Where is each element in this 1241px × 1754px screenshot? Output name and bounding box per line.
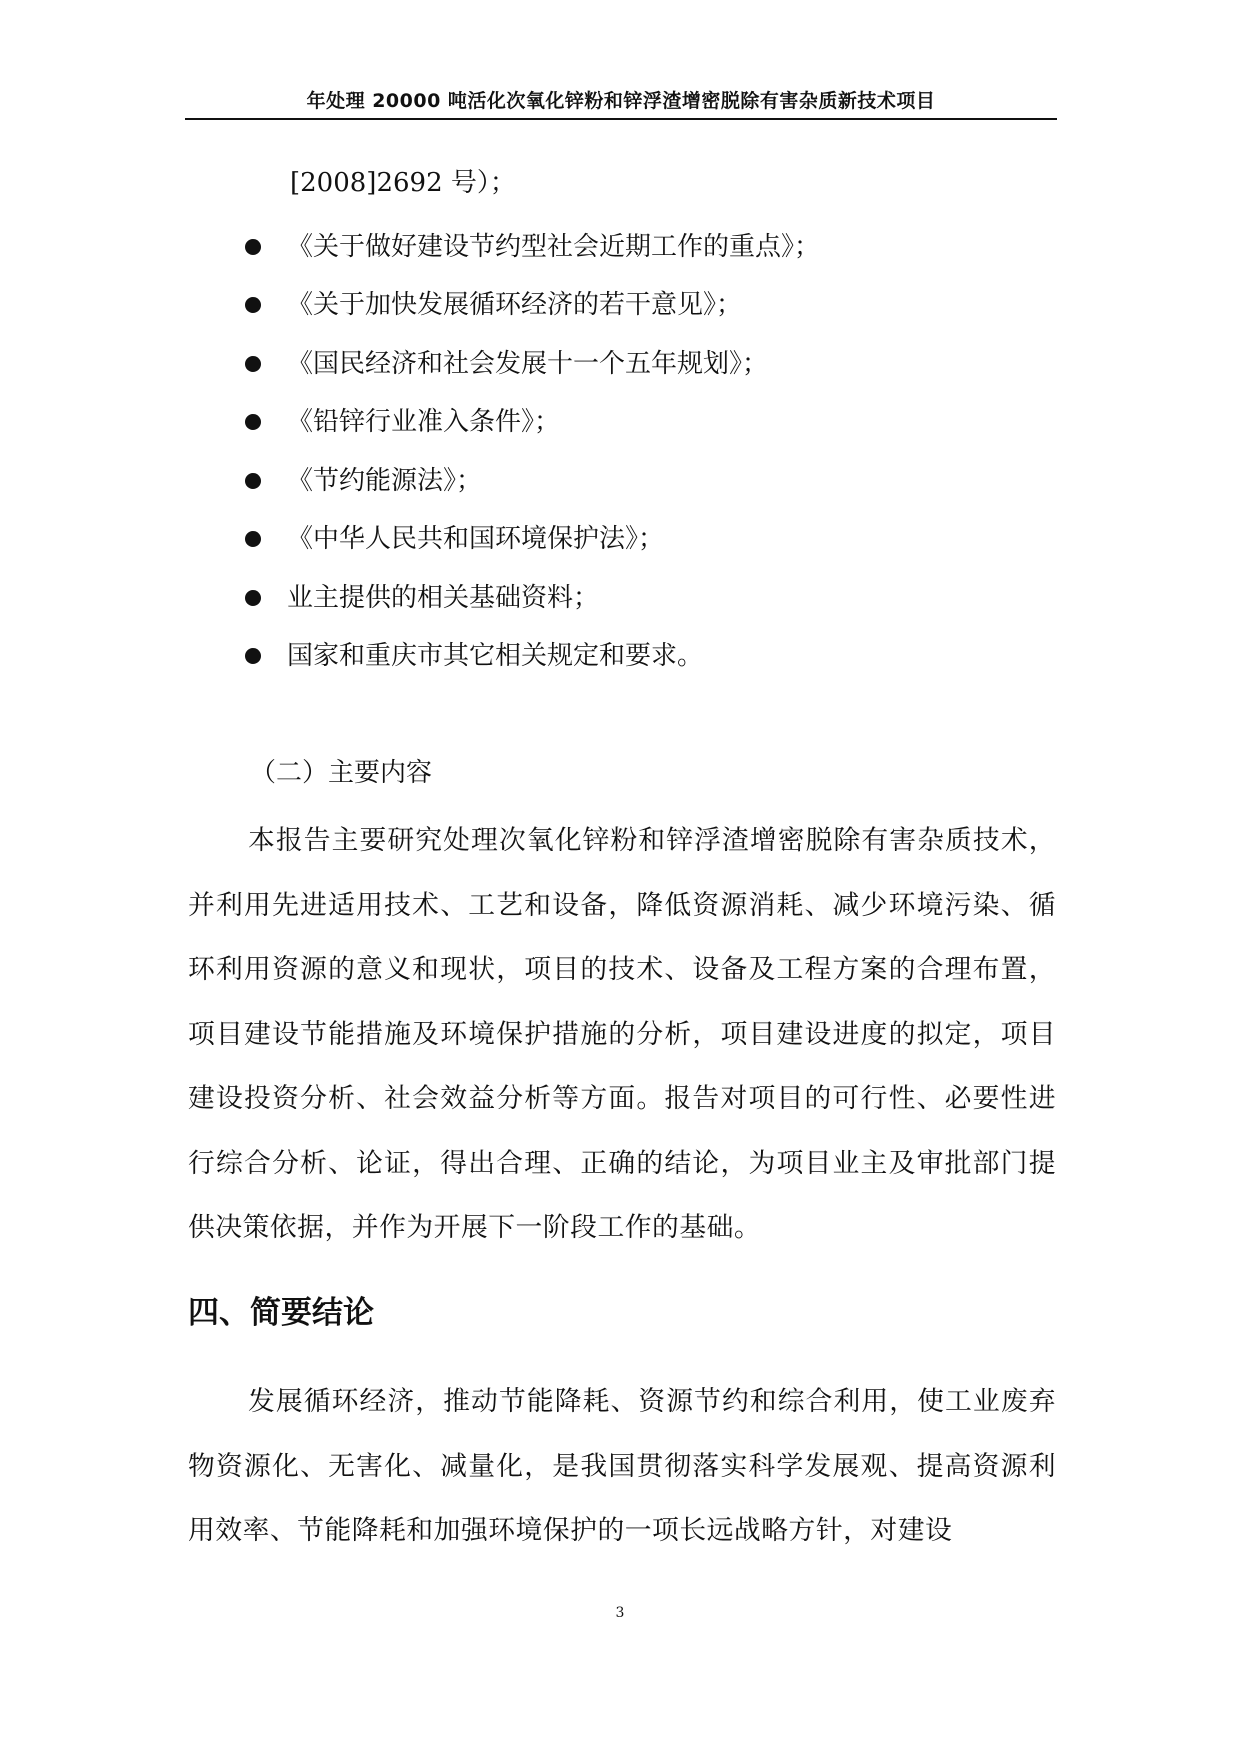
bullet-icon	[245, 473, 261, 489]
list-item	[245, 461, 482, 501]
subheading: （二）主要内容	[250, 758, 433, 788]
list-item-text: 国家和重庆市其它相关规定和要求。	[287, 641, 704, 671]
bullet-icon	[245, 297, 261, 313]
bullet-icon	[245, 648, 261, 664]
list-item	[245, 578, 599, 618]
running-header-title: 年处理 20000 吨活化次氧化锌粉和锌浮渣增密脱除有害杂质新技术项目	[306, 90, 936, 112]
list-item	[245, 285, 742, 325]
list-item	[245, 402, 560, 442]
list-item	[245, 344, 768, 384]
bullet-icon	[245, 590, 261, 606]
list-item-text: 《节约能源法》；	[287, 466, 483, 496]
list-item-text: 《关于做好建设节约型社会近期工作的重点》；	[287, 232, 821, 262]
list-item	[245, 636, 703, 676]
body-paragraph: 本报告主要研究处理次氧化锌粉和锌浮渣增密脱除有害杂质技术，并利用先进适用技术、工艺和设备，降低资源消耗、减少环境污染、循环利用资源的意义和现状，项目的技术、设备及工程方案的合理布置，项目建设节能措施及环境保护措施的分析，项目建设进度的拟定，项目建设投资分析、社会效益分析等方面。报告对项目的可行性、必要性进行综合分析、论证，得出合理、正确的结论，为项目业主及审批部门提供决策依据，并作为开展下一阶段工作的基础。	[188, 825, 1056, 1243]
bullet-icon	[245, 239, 261, 255]
list-item	[245, 519, 664, 559]
header-rule	[185, 118, 1057, 120]
list-item-text: 《关于加快发展循环经济的若干意见》；	[287, 290, 743, 320]
continuation-line: [2008]2692 号）；	[290, 168, 516, 198]
bullet-icon	[245, 414, 261, 430]
list-item-text: 业主提供的相关基础资料；	[287, 583, 600, 613]
bullet-icon	[245, 356, 261, 372]
body-paragraph: 发展循环经济，推动节能降耗、资源节约和综合利用，使工业废弃物资源化、无害化、减量化，是我国贯彻落实科学发展观、提高资源利用效率、节能降耗和加强环境保护的一项长远战略方针，对建设	[188, 1386, 1056, 1546]
list-item-text: 《国民经济和社会发展十一个五年规划》；	[287, 349, 769, 379]
list-item-text: 《中华人民共和国环境保护法》；	[287, 524, 665, 554]
section-title: 四、简要结论	[188, 1295, 374, 1331]
bullet-icon	[245, 531, 261, 547]
page-number: 3	[615, 1605, 625, 1621]
list-item-text: 《铅锌行业准入条件》；	[287, 407, 561, 437]
list-item	[245, 227, 820, 267]
